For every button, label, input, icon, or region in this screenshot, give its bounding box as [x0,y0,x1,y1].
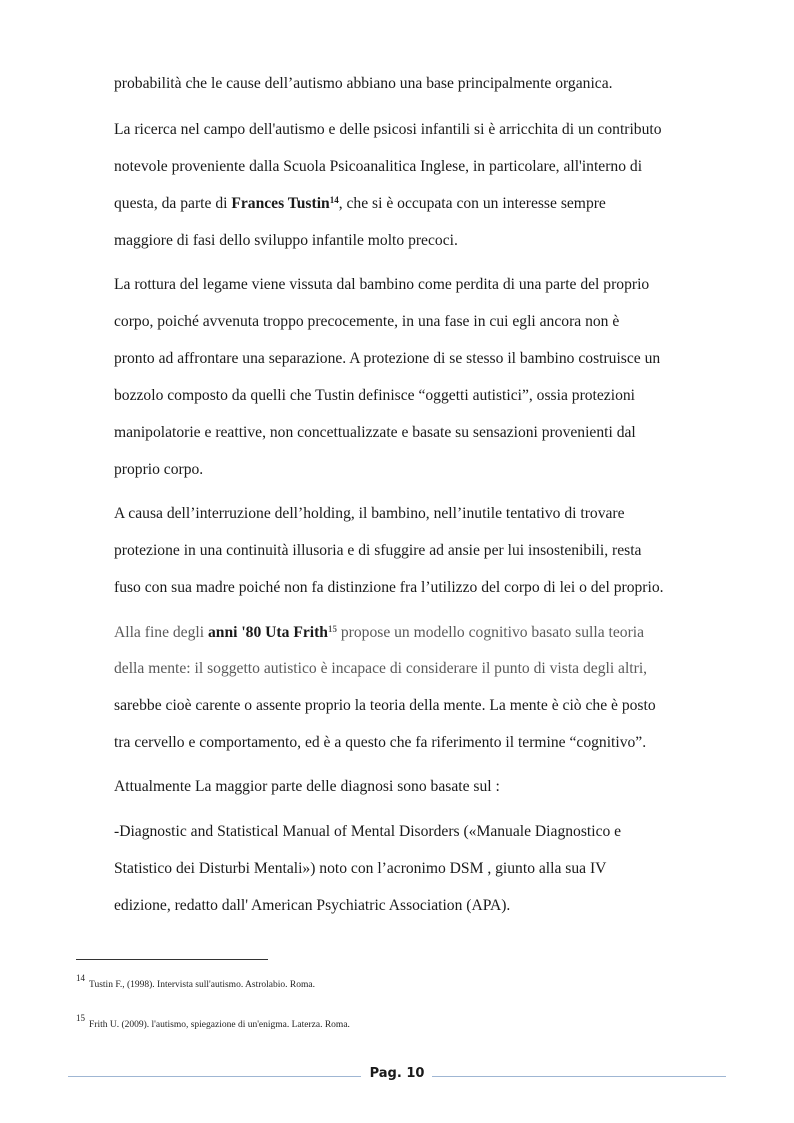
footnote [76,973,315,991]
body-text-line: tra cervello e comportamento, ed è a questo che fa riferimento il termine “cognitivo”. [114,734,647,751]
text-run: propose un modello cognitivo basato sulla teoria [336,624,645,641]
body-text-line: Attualmente La maggior parte delle diagnosi sono basate sul : [114,778,500,795]
footer-rule-left [68,1076,361,1077]
page-number: Pag. 10 [369,1066,425,1081]
footnote-separator [76,959,268,960]
body-text-line: fuso con sua madre poiché non fa distinzione fra l’utilizzo del corpo di lei o del proprio. [114,579,664,596]
body-text-line: -Diagnostic and Statistical Manual of Mental Disorders («Manuale Diagnostico e [114,823,622,840]
body-text-line: bozzolo composto da quelli che Tustin definisce “oggetti autistici”, ossia protezioni [114,387,635,404]
body-text-line: A causa dell’interruzione dell’holding, il bambino, nell’inutile tentativo di trovare [114,505,625,522]
text-run: , che si è occupata con un interesse sempre [338,195,606,212]
footnote-text: Tustin F., (1998). Intervista sull'autismo. Astrolabio. Roma. [89,980,315,990]
footnote-number: 15 [76,1013,85,1023]
body-text-line: corpo, poiché avvenuta troppo precocemente, in una fase in cui egli ancora non è [114,313,620,330]
body-text-line: maggiore di fasi dello sviluppo infantile molto precoci. [114,232,458,249]
text-run: Alla fine degli [114,624,208,641]
body-text-line: sarebbe cioè carente o assente proprio la teoria della mente. La mente è ciò che è posto [114,697,656,714]
body-text-line: protezione in una continuità illusoria e di sfuggire ad ansie per lui insostenibili, resta [114,542,642,559]
footnote-number: 14 [76,973,85,983]
body-text-line: pronto ad affrontare una separazione. A protezione di se stesso il bambino costruisce un [114,350,661,367]
author-name-bold: anni '80 Uta Frith [207,624,328,641]
body-text-line [114,623,644,644]
body-text-line: edizione, redatto dall' American Psychiatric Association (APA). [114,897,511,914]
body-text-line: La ricerca nel campo dell'autismo e delle psicosi infantili si è arricchita di un contributo [114,121,662,138]
footer-rule-right [432,1076,726,1077]
author-name-bold: Frances Tustin [231,195,330,212]
body-text-line: manipolatorie e reattive, non concettualizzate e basate su sensazioni provenienti dal [114,424,636,441]
body-text-line: Statistico dei Disturbi Mentali») noto con l’acronimo DSM , giunto alla sua IV [114,860,607,877]
footnote-ref[interactable]: 14 [329,195,339,205]
footnote [76,1013,350,1031]
body-text-line: notevole proveniente dalla Scuola Psicoanalitica Inglese, in particolare, all'interno di [114,158,643,175]
footnote-text: Frith U. (2009). l'autismo, spiegazione di un'enigma. Laterza. Roma. [89,1020,350,1030]
body-text-line: La rottura del legame viene vissuta dal bambino come perdita di una parte del proprio [114,276,650,293]
body-text-line: probabilità che le cause dell’autismo abbiano una base principalmente organica. [114,75,613,92]
body-text-line: proprio corpo. [114,461,204,478]
text-run: questa, da parte di [114,195,232,212]
footnote-ref[interactable]: 15 [327,624,337,634]
body-text-line: della mente: il soggetto autistico è incapace di considerare il punto di vista degli altri, [114,660,648,677]
body-text-line [114,194,606,215]
